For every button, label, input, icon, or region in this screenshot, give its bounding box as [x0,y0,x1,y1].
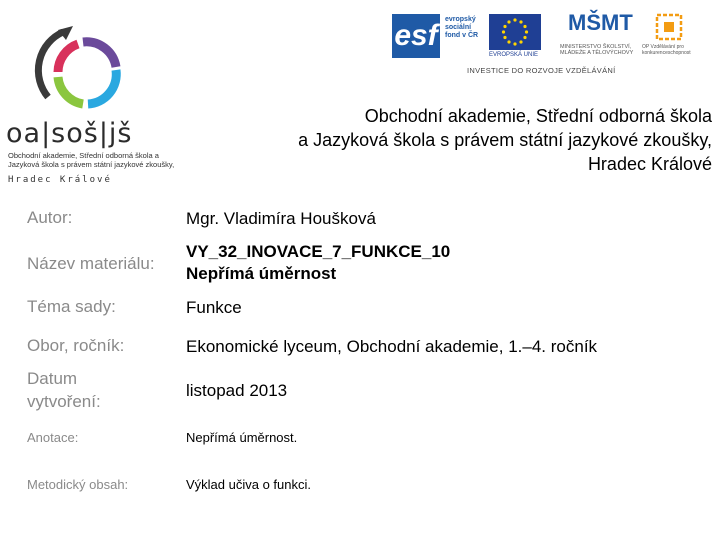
annotation-value: Nepřímá úměrnost. [186,430,298,445]
school-name [298,104,712,176]
material-code: VY_32_INOVACE_7_FUNKCE_10 [186,242,451,261]
eu-logo-strip [392,10,692,76]
brand-text: oa|soš|jš [6,118,133,149]
brand-city: Hradec Králové [8,175,112,185]
brand-subtitle: Obchodní akademie, Střední odborná škola a Jazyková škola s právem státní jazykové zkoušky, [8,151,175,169]
eu-caption: EVROPSKÁ UNIE [489,52,539,58]
op-logo-icon [654,12,684,42]
material-label: Název materiálu: [27,254,155,273]
esf-text: evropský sociální fond v ČR [445,16,479,39]
material-title: Nepřímá úměrnost [186,264,337,283]
school-name-line3: Hradec Králové [587,154,712,174]
msmt-text: MINISTERSTVO ŠKOLSTVÍ, MLÁDEŽE A TĚLOVÝCHOVY [560,44,634,56]
date-label-line1: Datum [27,369,78,388]
field-value: Ekonomické lyceum, Obchodní akademie, 1.–4. ročník [186,337,598,356]
school-name-line1: Obchodní akademie, Střední odborná škola [364,106,712,126]
author-label: Autor: [27,208,73,227]
author-value: Mgr. Vladimíra Houšková [186,209,376,228]
field-label: Obor, ročník: [27,336,125,355]
method-label: Metodický obsah: [27,477,129,492]
eu-flag-icon [489,14,541,50]
invest-text: INVESTICE DO ROZVOJE VZDĚLÁVÁNÍ [467,66,616,75]
op-text: OP Vzdělávání pro konkurenceschopnost [642,44,691,56]
logo-ring-icon [28,22,148,122]
date-label-line2: vytvoření: [27,392,101,411]
method-value: Výklad učiva o funkci. [186,477,312,492]
annotation-label: Anotace: [27,430,79,445]
msmt-logo: MŠMT [568,10,633,35]
theme-label: Téma sady: [27,297,116,316]
date-value: listopad 2013 [186,381,288,400]
school-name-line2: a Jazyková škola s právem státní jazykové zkoušky, [298,130,712,150]
theme-value: Funkce [186,298,242,317]
esf-logo: esf [392,14,440,58]
